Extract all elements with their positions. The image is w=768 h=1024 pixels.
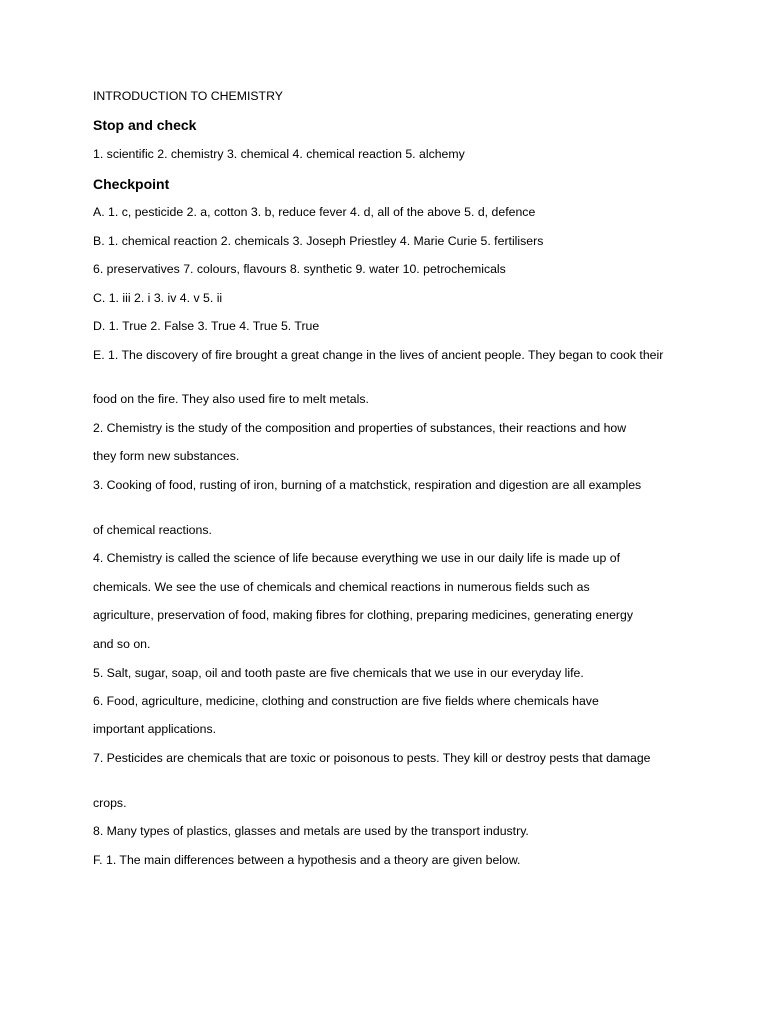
answer-line: 2. Chemistry is the study of the composition and properties of substances, their reactions and how	[93, 421, 627, 435]
answer-line: B. 1. chemical reaction 2. chemicals 3. Joseph Priestley 4. Marie Curie 5. fertilisers	[93, 234, 544, 248]
stop-and-check-answers: 1. scientific 2. chemistry 3. chemical 4. chemical reaction 5. alchemy	[93, 147, 465, 161]
answer-line: crops.	[93, 796, 127, 810]
answer-line: 4. Chemistry is called the science of life because everything we use in our daily life is made up of	[93, 551, 620, 565]
answer-line: of chemical reactions.	[93, 523, 212, 537]
section-heading-stop-and-check: Stop and check	[93, 117, 197, 133]
answer-line: E. 1. The discovery of fire brought a great change in the lives of ancient people. They began to cook their	[93, 348, 664, 362]
answer-line: 6. preservatives 7. colours, flavours 8. synthetic 9. water 10. petrochemicals	[93, 262, 506, 276]
answer-line: important applications.	[93, 722, 217, 736]
answer-line: food on the fire. They also used fire to melt metals.	[93, 392, 369, 406]
answer-line: A. 1. c, pesticide 2. a, cotton 3. b, reduce fever 4. d, all of the above 5. d, defence	[93, 205, 536, 219]
section-heading-checkpoint: Checkpoint	[93, 176, 170, 192]
answer-line: 7. Pesticides are chemicals that are toxic or poisonous to pests. They kill or destroy pests that damage	[93, 751, 651, 765]
answer-line: C. 1. iii 2. i 3. iv 4. v 5. ii	[93, 291, 223, 305]
answer-line: D. 1. True 2. False 3. True 4. True 5. True	[93, 319, 320, 333]
answer-line: 6. Food, agriculture, medicine, clothing and construction are five fields where chemicals have	[93, 694, 599, 708]
answer-line: 8. Many types of plastics, glasses and metals are used by the transport industry.	[93, 824, 529, 838]
answer-line: F. 1. The main differences between a hypothesis and a theory are given below.	[93, 853, 521, 867]
answer-line: 3. Cooking of food, rusting of iron, burning of a matchstick, respiration and digestion are all examples	[93, 478, 642, 492]
answer-line: chemicals. We see the use of chemicals and chemical reactions in numerous fields such as	[93, 580, 590, 594]
document-title: INTRODUCTION TO CHEMISTRY	[93, 89, 283, 103]
answer-line: 5. Salt, sugar, soap, oil and tooth paste are five chemicals that we use in our everyday life.	[93, 666, 584, 680]
answer-line: agriculture, preservation of food, making fibres for clothing, preparing medicines, generating energy	[93, 608, 633, 622]
answer-line: and so on.	[93, 637, 151, 651]
answer-line: they form new substances.	[93, 449, 240, 463]
